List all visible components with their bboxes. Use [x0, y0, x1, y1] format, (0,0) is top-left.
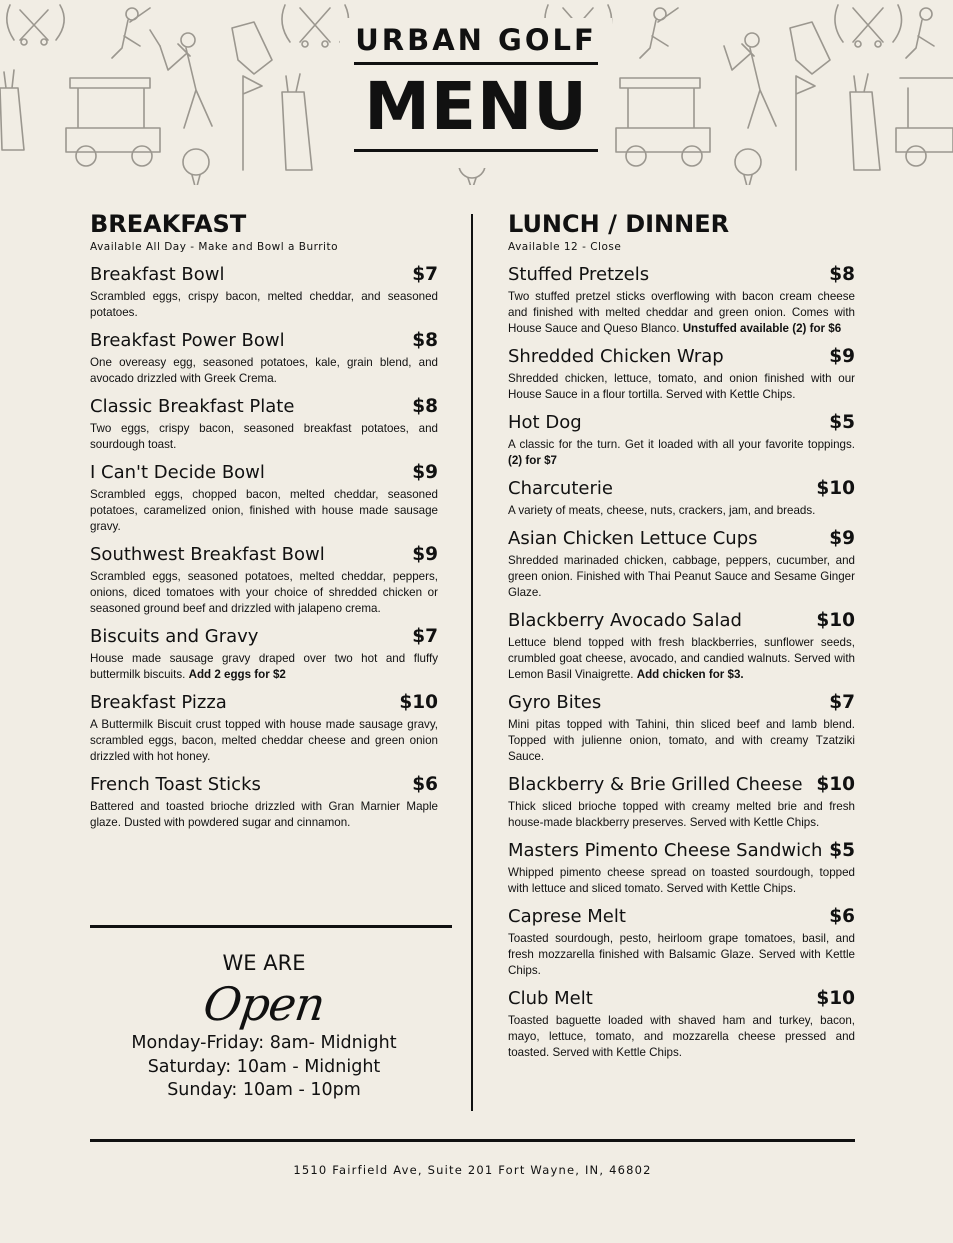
menu-item-description [508, 799, 855, 831]
menu-item-header [90, 263, 438, 287]
menu-item [508, 477, 855, 519]
menu-item-description-text: One overeasy egg, seasoned potatoes, kale, grain blend, and avocado drizzled with Greek Crema. [90, 356, 438, 385]
menu-item-name: Classic Breakfast Plate [90, 396, 295, 417]
golfer-icon [724, 33, 776, 128]
menu-item-description [508, 635, 855, 683]
menu-item-name: Club Melt [508, 988, 593, 1009]
menu-item-price: $5 [829, 840, 855, 861]
menu-item-description-text: Two eggs, crispy bacon, seasoned breakfast potatoes, and sourdough toast. [90, 422, 438, 451]
menu-item-header [508, 773, 855, 797]
golf-flag-icon [796, 76, 815, 170]
menu-item-header [90, 543, 438, 567]
golf-cart-icon [896, 78, 953, 166]
menu-item-name: Biscuits and Gravy [90, 626, 259, 647]
golf-glove-icon [790, 22, 830, 74]
menu-item-description [90, 487, 438, 535]
menu-item-price: $10 [399, 692, 438, 713]
golf-bag-icon [282, 74, 312, 170]
header-banner [0, 0, 953, 185]
menu-item-description [508, 1013, 855, 1061]
menu-item-header [508, 411, 855, 435]
menu-item-header [90, 773, 438, 797]
menu-item-description [508, 553, 855, 601]
menu-item-header [508, 905, 855, 929]
menu-title: MENU [364, 68, 588, 145]
menu-item-price: $9 [412, 544, 438, 565]
lunch-dinner-subtitle: Available 12 - Close [508, 241, 622, 253]
menu-item [90, 625, 438, 683]
golfer-icon [112, 8, 150, 58]
menu-item-name: French Toast Sticks [90, 774, 261, 795]
menu-item-header [508, 345, 855, 369]
golf-glove-icon [232, 22, 272, 74]
golf-cart-icon [66, 78, 160, 166]
address: 1510 Fairfield Ave, Suite 201 Fort Wayne, IN, 46802 [293, 1163, 652, 1177]
golf-bag-icon [850, 74, 880, 170]
menu-item-price: $9 [829, 528, 855, 549]
menu-item-header [90, 691, 438, 715]
menu-item-description-text: Lettuce blend topped with fresh blackberries, sunflower seeds, crumbled goat cheese, avocado, and candied walnuts. Served with Lemon Basil Vinaigrette. [508, 636, 855, 681]
breakfast-title: BREAKFAST [90, 210, 247, 238]
menu-item-description-text: Toasted sourdough, pesto, heirloom grape tomatoes, basil, and fresh mozzarella finished with Balsamic Glaze. Served with Kettle Chips. [508, 932, 855, 977]
menu-item-name: Caprese Melt [508, 906, 626, 927]
menu-item [90, 543, 438, 617]
menu-item-description-text: Mini pitas topped with Tahini, thin sliced beef and lamb blend. Topped with julienne onion, tomato, and with creamy Tzatziki Sauce. [508, 718, 855, 763]
menu-item [90, 773, 438, 831]
menu-item-description [508, 437, 855, 469]
menu-item-price: $5 [829, 412, 855, 433]
menu-item-price: $10 [816, 988, 855, 1009]
menu-item [90, 395, 438, 453]
menu-item-description [90, 651, 438, 683]
menu-item-description-text: Battered and toasted brioche drizzled with Gran Marnier Maple glaze. Dusted with powdered sugar and cinnamon. [90, 800, 438, 829]
menu-item-name: Asian Chicken Lettuce Cups [508, 528, 758, 549]
menu-item-name: Breakfast Bowl [90, 264, 225, 285]
menu-item [90, 691, 438, 765]
menu-item-name: Masters Pimento Cheese Sandwich [508, 840, 823, 861]
menu-item-description-text: Scrambled eggs, chopped bacon, melted cheddar, seasoned potatoes, caramelized onion, finished with house made sausage gravy. [90, 488, 438, 533]
menu-item-name: Gyro Bites [508, 692, 602, 713]
menu-item [508, 839, 855, 897]
menu-item-price: $7 [829, 692, 855, 713]
menu-item-description-text: Scrambled eggs, seasoned potatoes, melted cheddar, peppers, onions, diced tomatoes with your choice of shredded chicken or seasoned ground beef and drizzled with jalapeno crema. [90, 570, 438, 615]
menu-item-name: Southwest Breakfast Bowl [90, 544, 325, 565]
menu-item [90, 263, 438, 321]
menu-item-price: $8 [412, 330, 438, 351]
menu-item [508, 773, 855, 831]
menu-item-description-text: Whipped pimento cheese spread on toasted sourdough, topped with lettuce and sliced tomato. Served with Kettle Chips. [508, 866, 855, 895]
lunch-dinner-section [508, 210, 855, 1069]
menu-item [508, 691, 855, 765]
menu-item-note: Add chicken for $3. [636, 668, 744, 681]
menu-item-header [90, 395, 438, 419]
menu-item-description-text: A Buttermilk Biscuit crust topped with house made sausage gravy, scrambled eggs, bacon, melted cheddar cheese and green onion drizzled with hot honey. [90, 718, 438, 763]
menu-item [508, 263, 855, 337]
menu-item-description [508, 717, 855, 765]
hours-divider [90, 925, 452, 928]
breakfast-section [90, 210, 438, 839]
menu-item-price: $10 [816, 610, 855, 631]
menu-item-name: Hot Dog [508, 412, 582, 433]
menu-item-description-text: House made sausage gravy draped over two hot and fluffy buttermilk biscuits. [90, 652, 438, 681]
golf-laurel-icon [282, 5, 349, 47]
menu-item-description [508, 289, 855, 337]
menu-item-description-text: Shredded marinaded chicken, cabbage, peppers, cucumber, and green onion. Finished with Thai Peanut Sauce and Sesame Ginger Glaze. [508, 554, 855, 599]
menu-item-description-text: Thick sliced brioche topped with creamy melted brie and fresh house-made blackberry preserves. Served with Kettle Chips. [508, 800, 855, 829]
menu-item-note: (2) for $7 [508, 454, 557, 467]
menu-item-description-text: Toasted baguette loaded with shaved ham and turkey, bacon, mayo, lettuce, tomato, and mozzarella cheese pressed and toasted. Served with Kettle Chips. [508, 1014, 855, 1059]
we-are-label: WE ARE [222, 951, 306, 975]
menu-item-description [508, 865, 855, 897]
menu-item-header [508, 477, 855, 501]
menu-item [90, 329, 438, 387]
golf-ball-tee-icon [735, 149, 761, 185]
brand-underline [354, 62, 598, 65]
menu-item-description [90, 289, 438, 321]
menu-item-description-text: Scrambled eggs, crispy bacon, melted cheddar, and seasoned potatoes. [90, 290, 438, 319]
menu-item-description-text: Two stuffed pretzel sticks overflowing with bacon cream cheese and finished with melted cheddar and green onion. Comes with House Sauce and Queso Blanco. [508, 290, 855, 335]
golfer-icon [640, 8, 678, 58]
menu-item [508, 527, 855, 601]
menu-item-header [90, 461, 438, 485]
menu-item-name: Charcuterie [508, 478, 613, 499]
golf-cart-icon [616, 78, 710, 166]
title-block [340, 18, 612, 168]
menu-item-description [90, 569, 438, 617]
menu-item-description [90, 421, 438, 453]
menu-item-price: $9 [829, 346, 855, 367]
menu-item-name: Breakfast Power Bowl [90, 330, 285, 351]
menu-item-description-text: Shredded chicken, lettuce, tomato, and onion finished with our House Sauce in a flour tortilla. Served with Kettle Chips. [508, 372, 855, 401]
menu-item-note: Unstuffed available (2) for $6 [682, 322, 842, 335]
menu-item [508, 345, 855, 403]
menu-item-price: $10 [816, 774, 855, 795]
menu-item-header [508, 263, 855, 287]
menu-item-header [90, 329, 438, 353]
menu-item [508, 905, 855, 979]
footer-divider [90, 1139, 855, 1142]
menu-item [90, 461, 438, 535]
menu-item [508, 609, 855, 683]
breakfast-item-list [90, 263, 438, 831]
menu-item-description-text: A variety of meats, cheese, nuts, crackers, jam, and breads. [508, 504, 816, 517]
menu-item-price: $9 [412, 462, 438, 483]
golfer-icon [150, 30, 212, 128]
menu-item-header [508, 839, 855, 863]
golfer-icon [906, 8, 934, 58]
menu-item-note: Add 2 eggs for $2 [188, 668, 286, 681]
menu-item-description [508, 371, 855, 403]
menu-item [508, 411, 855, 469]
menu-item-price: $8 [412, 396, 438, 417]
golf-ball-tee-icon [183, 149, 209, 185]
menu-item-header [508, 609, 855, 633]
menu-item-description [508, 931, 855, 979]
lunch-item-list [508, 263, 855, 1061]
opening-hours [90, 950, 438, 1103]
menu-item-name: Stuffed Pretzels [508, 264, 650, 285]
menu-item-description [90, 355, 438, 387]
golf-bag-icon [0, 70, 24, 150]
golf-laurel-icon [835, 5, 902, 47]
hours-weekday: Monday-Friday: 8am- Midnight [131, 1033, 397, 1053]
lunch-dinner-title: LUNCH / DINNER [508, 210, 730, 238]
menu-item-description [90, 717, 438, 765]
golf-flag-icon [243, 76, 262, 170]
menu-item [508, 987, 855, 1061]
menu-item-header [90, 625, 438, 649]
menu-item-description-text: A classic for the turn. Get it loaded with all your favorite toppings. [508, 438, 855, 451]
hours-saturday: Saturday: 10am - Midnight [147, 1056, 381, 1077]
menu-item-header [508, 987, 855, 1011]
column-divider [471, 214, 473, 1111]
breakfast-subtitle: Available All Day - Make and Bowl a Burrito [90, 241, 339, 253]
menu-item-header [508, 527, 855, 551]
brand-name: URBAN GOLF [355, 23, 597, 57]
menu-item-price: $8 [829, 264, 855, 285]
menu-item-price: $7 [412, 626, 438, 647]
menu-item-name: Blackberry Avocado Salad [508, 610, 742, 631]
golf-laurel-icon [7, 5, 64, 45]
menu-item-description [508, 503, 855, 519]
menu-item-price: $6 [412, 774, 438, 795]
menu-item-price: $10 [816, 478, 855, 499]
menu-item-name: Breakfast Pizza [90, 692, 227, 713]
menu-item-name: Shredded Chicken Wrap [508, 346, 724, 367]
hours-sunday: Sunday: 10am - 10pm [167, 1080, 361, 1100]
open-script: Open [200, 977, 328, 1031]
menu-item-price: $7 [412, 264, 438, 285]
menu-item-name: Blackberry & Brie Grilled Cheese [508, 774, 803, 795]
menu-item-name: I Can't Decide Bowl [90, 462, 265, 483]
menu-item-description [90, 799, 438, 831]
menu-item-header [508, 691, 855, 715]
menu-underline [354, 149, 598, 152]
menu-item-price: $6 [829, 906, 855, 927]
